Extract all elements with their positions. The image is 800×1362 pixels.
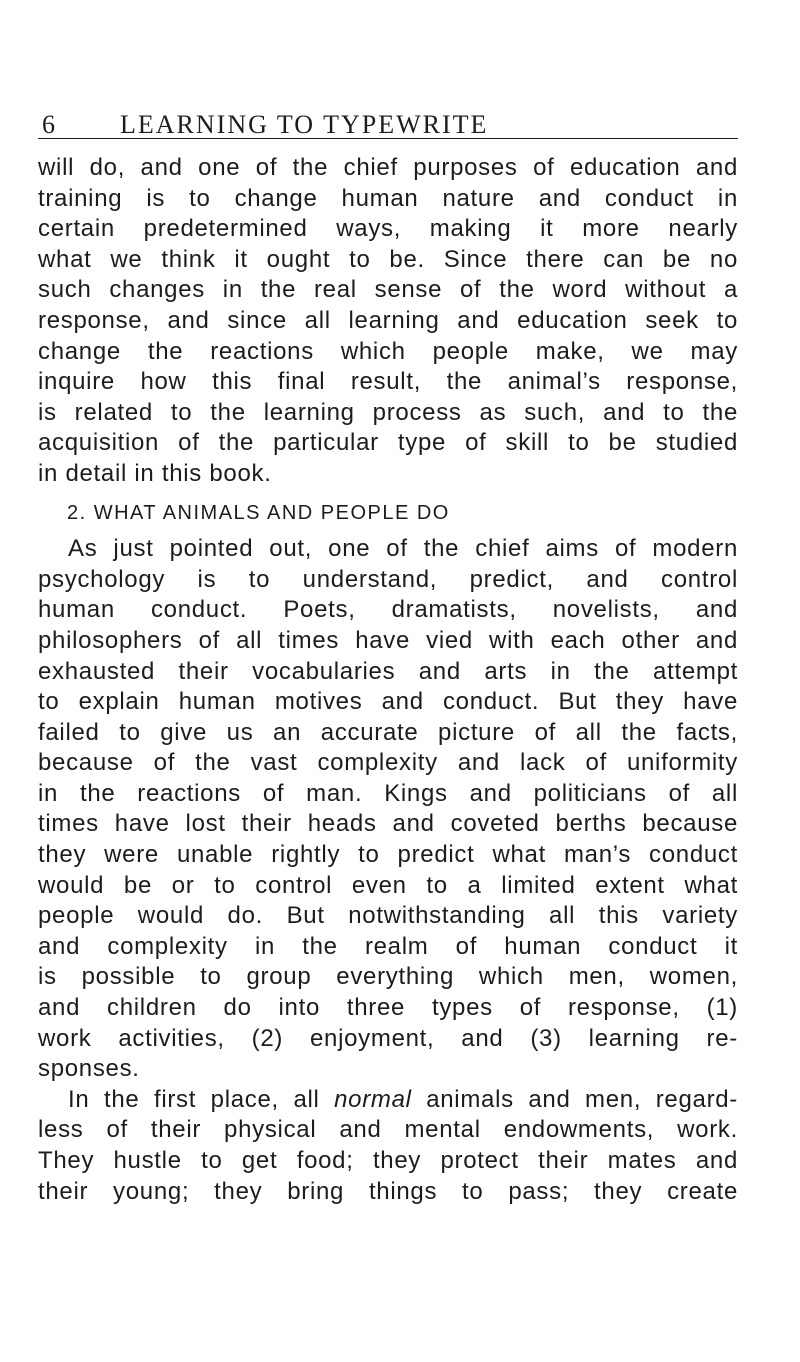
- text-line: people would do. But notwithstanding all this variety: [38, 902, 738, 930]
- text-line: less of their physical and mental endowments, work.: [38, 1116, 738, 1144]
- running-title: LEARNING TO TYPEWRITE: [120, 110, 489, 139]
- paragraph-3: [38, 1085, 738, 1207]
- text-line: such changes in the real sense of the word without a: [38, 276, 738, 304]
- text-line: to explain human motives and conduct. But they have: [38, 688, 738, 716]
- text-line: what we think it ought to be. Since there can be no: [38, 245, 738, 273]
- text-line: response, and since all learning and education seek to: [38, 306, 738, 334]
- text-line: psychology is to understand, predict, and control: [38, 565, 738, 593]
- text-segment: animals and men, regard-: [411, 1085, 739, 1113]
- text-line: and complexity in the realm of human conduct it: [38, 932, 738, 960]
- text-line: philosophers of all times have vied with each other and: [38, 626, 738, 654]
- text-line: will do, and one of the chief purposes of education and: [38, 154, 738, 181]
- text-line: change the reactions which people make, we may: [38, 337, 738, 365]
- text-line: in the reactions of man. Kings and politicians of all: [38, 779, 738, 807]
- text-line: They hustle to get food; they protect their mates and: [38, 1147, 738, 1174]
- body-text: [38, 153, 738, 1207]
- page-number: 6: [42, 110, 56, 139]
- text-line: is related to the learning process as such, and to the: [38, 398, 738, 426]
- text-line: certain predetermined ways, making it more nearly: [38, 215, 738, 243]
- text-line: sponses.: [38, 1055, 140, 1083]
- text-line: and children do into three types of response, (1): [38, 994, 738, 1022]
- text-line: acquisition of the particular type of skill to be studied: [38, 429, 738, 457]
- text-line: inquire how this final result, the animal’s response,: [38, 368, 738, 396]
- emphasized-word: normal: [334, 1085, 412, 1113]
- text-line: human conduct. Poets, dramatists, novelists, and: [38, 596, 738, 624]
- text-line: in detail in this book.: [38, 459, 272, 487]
- header-rule: [38, 138, 738, 139]
- text-line: [38, 1085, 738, 1116]
- text-line: would be or to control even to a limited extent what: [38, 871, 738, 899]
- book-page: [38, 0, 766, 1362]
- text-line: work activities, (2) enjoyment, and (3) learning re-: [38, 1024, 738, 1052]
- paragraph-1: [38, 153, 738, 490]
- text-line: their young; they bring things to pass; they create: [38, 1177, 738, 1205]
- text-line: As just pointed out, one of the chief aims of modern: [68, 535, 738, 563]
- text-line: because of the vast complexity and lack of uniformity: [38, 749, 738, 777]
- section-heading: 2. WHAT ANIMALS AND PEOPLE DO: [67, 501, 450, 524]
- text-line: exhausted their vocabularies and arts in the attempt: [38, 657, 738, 685]
- text-line: they were unable rightly to predict what man’s conduct: [38, 841, 738, 869]
- text-line: training is to change human nature and conduct in: [38, 184, 738, 212]
- text-line: times have lost their heads and coveted berths because: [38, 810, 738, 838]
- text-segment: In the first place, all: [68, 1085, 335, 1113]
- text-line: failed to give us an accurate picture of all the facts,: [38, 718, 738, 746]
- text-line: is possible to group everything which men, women,: [38, 963, 738, 991]
- running-head: [38, 100, 738, 150]
- paragraph-2: [38, 534, 738, 1085]
